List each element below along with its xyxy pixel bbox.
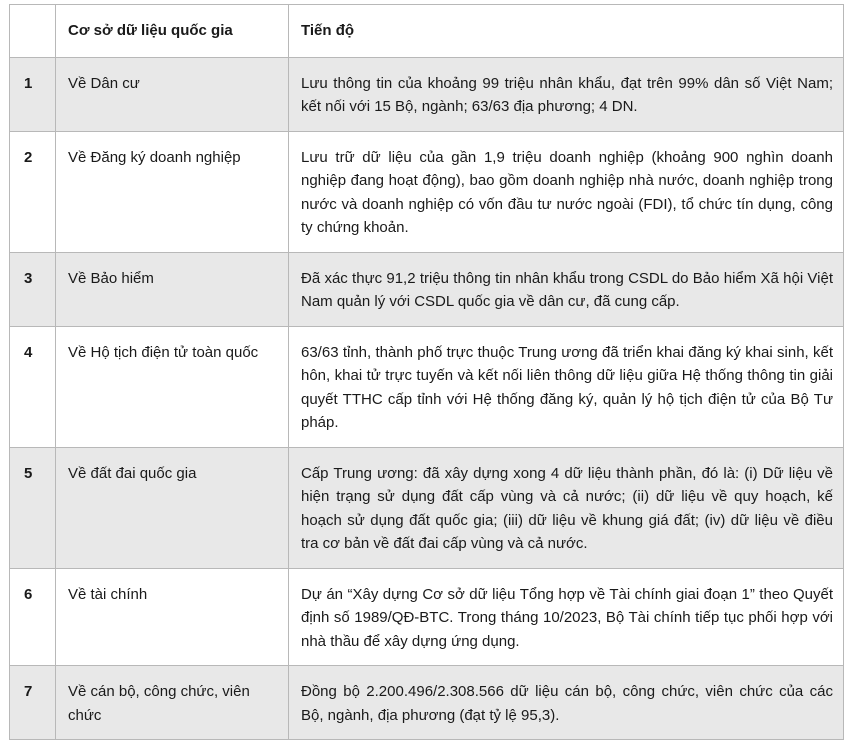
row-progress: Lưu trữ dữ liệu của gần 1,9 triệu doanh nghiệp (khoảng 900 nghìn doanh nghiệp đang hoạt động), bao gồm doanh nghiệp nhà nước, doanh nghiệp trong nước và doanh nghiệp có vốn đầu tư nước ngoài (FDI), tổ chức tín dụng, công ty chứng khoản. [289, 131, 844, 252]
row-progress: Lưu thông tin của khoảng 99 triệu nhân khẩu, đạt trên 99% dân số Việt Nam; kết nối với 15 Bộ, ngành; 63/63 địa phương; 4 DN. [289, 57, 844, 131]
table-row [10, 447, 844, 568]
row-progress: Đã xác thực 91,2 triệu thông tin nhân khẩu trong CSDL do Bảo hiểm Xã hội Việt Nam quản lý với CSDL quốc gia về dân cư, đã cung cấp. [289, 252, 844, 326]
header-database-name: Cơ sở dữ liệu quốc gia [56, 5, 289, 58]
row-progress: 63/63 tỉnh, thành phố trực thuộc Trung ương đã triển khai đăng ký khai sinh, kết hôn, khai tử trực tuyến và kết nối liên thông dữ liệu giữa Hệ thống thông tin giải quyết TTHC cấp tỉnh với Hệ thống đăng ký, quản lý hộ tịch điện tử của Bộ Tư pháp. [289, 326, 844, 447]
row-number: 6 [10, 568, 56, 666]
row-database-name: Về Bảo hiểm [56, 252, 289, 326]
row-database-name: Về cán bộ, công chức, viên chức [56, 666, 289, 740]
table-row [10, 252, 844, 326]
row-database-name: Về Hộ tịch điện tử toàn quốc [56, 326, 289, 447]
row-progress: Đồng bộ 2.200.496/2.308.566 dữ liệu cán bộ, công chức, viên chức của các Bộ, ngành, địa phương (đạt tỷ lệ 95,3). [289, 666, 844, 740]
row-database-name: Về tài chính [56, 568, 289, 666]
row-progress: Dự án “Xây dựng Cơ sở dữ liệu Tổng hợp về Tài chính giai đoạn 1” theo Quyết định số 1989/QĐ-BTC. Trong tháng 10/2023, Bộ Tài chính tiếp tục phối hợp với nhà thầu để xây dựng ứng dụng. [289, 568, 844, 666]
table-row [10, 131, 844, 252]
row-number: 1 [10, 57, 56, 131]
database-progress-table [9, 4, 844, 740]
row-number: 5 [10, 447, 56, 568]
row-number: 4 [10, 326, 56, 447]
row-database-name: Về Đăng ký doanh nghiệp [56, 131, 289, 252]
row-number: 2 [10, 131, 56, 252]
row-progress: Cấp Trung ương: đã xây dựng xong 4 dữ liệu thành phần, đó là: (i) Dữ liệu về hiện trạng sử dụng đất cấp vùng và cả nước; (ii) dữ liệu về quy hoạch, kế hoạch sử dụng đất quốc gia; (iii) dữ liệu về khung giá đất; (iv) dữ liệu về điều tra cơ bản về đất đai cấp vùng và cả nước. [289, 447, 844, 568]
table-row [10, 326, 844, 447]
table-row [10, 666, 844, 740]
header-progress: Tiến độ [289, 5, 844, 58]
row-number: 7 [10, 666, 56, 740]
table-row [10, 568, 844, 666]
table-header-row [10, 5, 844, 58]
row-database-name: Về đất đai quốc gia [56, 447, 289, 568]
row-number: 3 [10, 252, 56, 326]
table-row [10, 57, 844, 131]
header-number [10, 5, 56, 58]
row-database-name: Về Dân cư [56, 57, 289, 131]
